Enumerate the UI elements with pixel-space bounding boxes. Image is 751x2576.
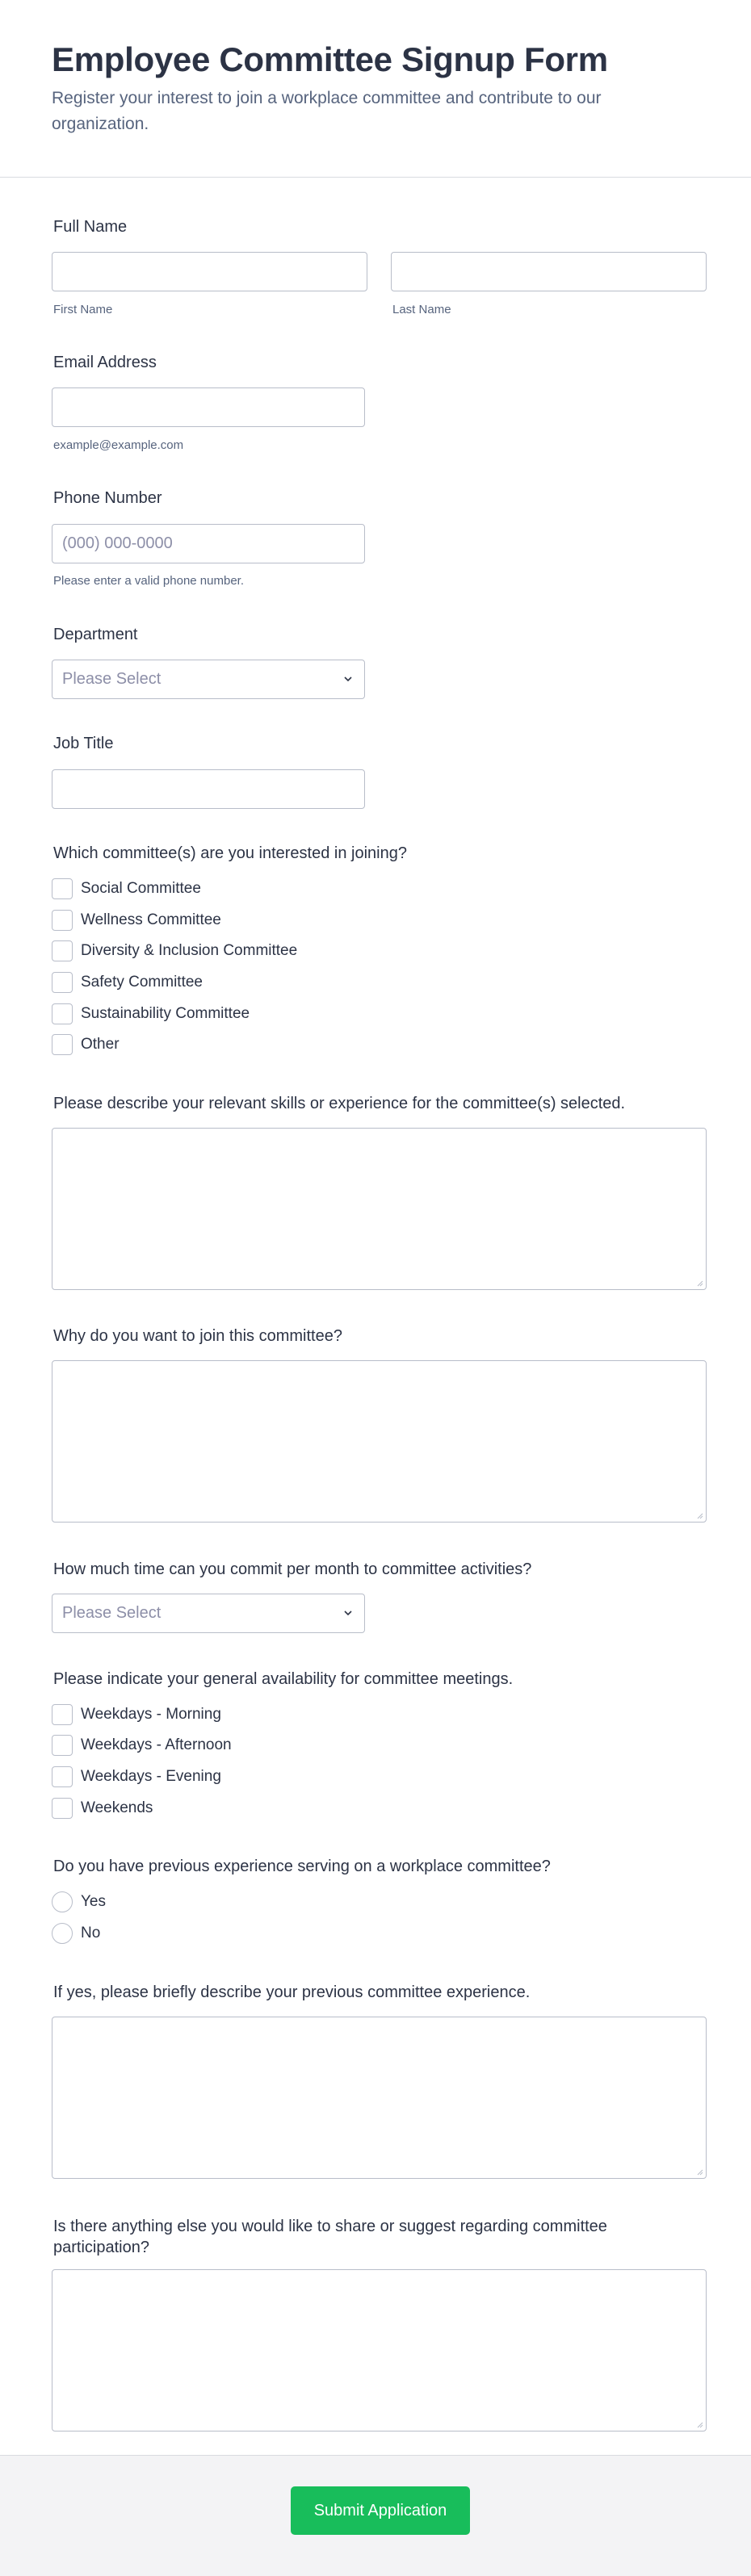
availability-option-evening[interactable]: Weekdays - Evening — [52, 1766, 221, 1787]
first-name-input[interactable] — [52, 252, 367, 291]
phone-sublabel: Please enter a valid phone number. — [53, 574, 244, 588]
email-sublabel: example@example.com — [53, 438, 184, 452]
previous-desc-label: If yes, please briefly describe your previous committee experience. — [53, 1983, 531, 2001]
availability-option-afternoon[interactable]: Weekdays - Afternoon — [52, 1735, 232, 1756]
email-field[interactable] — [52, 387, 365, 427]
checkbox[interactable] — [52, 910, 73, 931]
submit-button[interactable]: Submit Application — [291, 2486, 470, 2535]
availability-option-morning[interactable]: Weekdays - Morning — [52, 1704, 221, 1725]
job-title-label: Job Title — [53, 735, 114, 752]
committee-option-diversity[interactable]: Diversity & Inclusion Committee — [52, 940, 297, 961]
department-select[interactable] — [52, 660, 365, 699]
resize-handle-icon[interactable] — [695, 2168, 703, 2176]
anything-else-label: Is there anything else you would like to share or suggest regarding committee participation? — [53, 2218, 607, 2256]
checkbox[interactable] — [52, 878, 73, 899]
previous-option-no[interactable]: No — [52, 1923, 100, 1944]
previous-desc-textarea[interactable] — [52, 2017, 707, 2179]
resize-handle-icon[interactable] — [695, 2420, 703, 2428]
motivation-textarea[interactable] — [52, 1360, 707, 1523]
time-commit-label: How much time can you commit per month to committee activities? — [53, 1560, 532, 1578]
checkbox[interactable] — [52, 1798, 73, 1819]
resize-handle-icon[interactable] — [695, 1279, 703, 1287]
checkbox[interactable] — [52, 972, 73, 993]
time-commit-selected: Please Select — [62, 1604, 162, 1622]
resize-handle-icon[interactable] — [695, 1511, 703, 1519]
last-name-sublabel: Last Name — [392, 303, 451, 316]
previous-label: Do you have previous experience serving on a workplace committee? — [53, 1858, 551, 1875]
committee-option-sustainability[interactable]: Sustainability Committee — [52, 1003, 250, 1024]
checkbox[interactable] — [52, 1735, 73, 1756]
availability-label: Please indicate your general availability for committee meetings. — [53, 1670, 514, 1688]
form-header — [0, 0, 751, 178]
checkbox[interactable] — [52, 1034, 73, 1055]
anything-else-textarea[interactable] — [52, 2269, 707, 2431]
form-title: Employee Committee Signup Form — [52, 40, 608, 78]
radio-button[interactable] — [52, 1891, 73, 1912]
email-label: Email Address — [53, 354, 157, 371]
checkbox[interactable] — [52, 1766, 73, 1787]
full-name-label: Full Name — [53, 218, 128, 236]
availability-option-weekends[interactable]: Weekends — [52, 1798, 153, 1819]
form-footer — [0, 2455, 751, 2576]
department-selected: Please Select — [62, 670, 162, 688]
first-name-sublabel: First Name — [53, 303, 113, 316]
phone-label: Phone Number — [53, 489, 162, 507]
committee-option-wellness[interactable]: Wellness Committee — [52, 910, 221, 931]
committee-option-social[interactable]: Social Committee — [52, 878, 201, 899]
form-description: Register your interest to join a workplace committee and contribute to our organization. — [52, 89, 602, 133]
committee-option-other[interactable]: Other — [52, 1034, 120, 1055]
motivation-label: Why do you want to join this committee? — [53, 1327, 342, 1345]
committees-label: Which committee(s) are you interested in joining? — [53, 844, 407, 862]
checkbox[interactable] — [52, 1003, 73, 1024]
department-label: Department — [53, 626, 138, 643]
phone-placeholder: (000) 000-0000 — [62, 534, 173, 552]
radio-button[interactable] — [52, 1923, 73, 1944]
chevron-down-icon — [342, 1606, 355, 1619]
time-commit-select[interactable] — [52, 1594, 365, 1633]
checkbox[interactable] — [52, 940, 73, 961]
previous-option-yes[interactable]: Yes — [52, 1891, 106, 1912]
chevron-down-icon — [342, 672, 355, 685]
committee-option-safety[interactable]: Safety Committee — [52, 972, 203, 993]
last-name-input[interactable] — [391, 252, 707, 291]
skills-textarea[interactable] — [52, 1128, 707, 1290]
checkbox[interactable] — [52, 1704, 73, 1725]
job-title-input[interactable] — [52, 769, 365, 809]
skills-label: Please describe your relevant skills or experience for the committee(s) selected. — [53, 1095, 626, 1112]
phone-field[interactable] — [52, 524, 365, 563]
